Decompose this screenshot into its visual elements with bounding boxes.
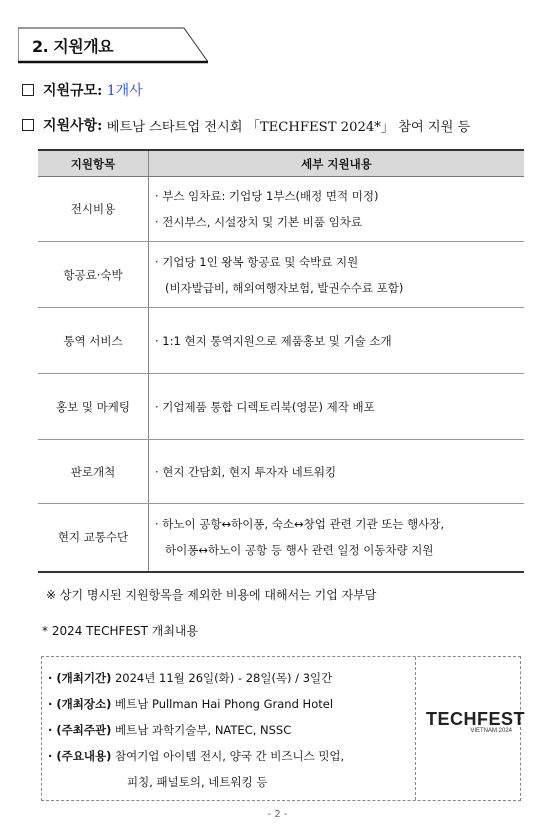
detail-line: 하이퐁↔하노이 공항 등 행사 관련 일정 이동차량 지원 — [165, 543, 434, 558]
table-row — [38, 242, 524, 308]
event-box-divider — [415, 657, 416, 800]
section-title: 2. 지원개요 — [32, 37, 114, 56]
techfest-logo-main: TECHFEST — [426, 709, 526, 729]
detail-line: · 전시부스, 시설장치 및 기본 비품 임차료 — [155, 215, 362, 229]
event-content-label: · (주요내용) — [48, 749, 112, 763]
event-venue-label: · (개최장소) — [48, 697, 112, 711]
event-host-label: · (주최주관) — [48, 723, 112, 737]
detail-line: · 1:1 현지 통역지원으로 제품홍보 및 기술 소개 — [155, 333, 392, 348]
table-header-row — [38, 150, 524, 177]
section-heading — [18, 26, 208, 64]
detail-line: · 기업제품 통합 디렉토리북(영문) 제작 배포 — [155, 399, 375, 414]
support-scale-value: 1개사 — [106, 83, 143, 99]
event-title: * 2024 TECHFEST 개최내용 — [42, 624, 199, 638]
row-detail — [149, 374, 525, 440]
row-item: 항공료·숙박 — [38, 242, 149, 308]
detail-line: · 현지 간담회, 현지 투자자 네트워킹 — [155, 464, 337, 479]
row-item: 판로개척 — [38, 440, 149, 504]
checkbox-square-icon — [22, 119, 34, 131]
support-scale-line — [22, 80, 143, 100]
event-content — [48, 743, 344, 769]
event-content-value: 참여기업 아이템 전시, 양국 간 비즈니스 밋업, — [114, 749, 345, 763]
support-items-label: 지원사항: — [43, 118, 103, 134]
table-row — [38, 504, 524, 572]
event-venue — [48, 691, 344, 717]
event-details — [48, 665, 344, 795]
row-detail — [149, 242, 525, 308]
detail-line: · 기업당 1인 왕복 항공료 및 숙박료 지원 — [155, 254, 359, 269]
row-item: 통역 서비스 — [38, 308, 149, 374]
event-content-continued — [48, 769, 344, 795]
header-detail: 세부 지원내용 — [149, 150, 525, 177]
event-period-label: · (개최기간) — [48, 671, 112, 685]
table-row — [38, 440, 524, 504]
checkbox-square-icon — [22, 84, 34, 96]
event-period-value: 2024년 11월 26일(화) - 28일(목) / 3일간 — [114, 671, 333, 685]
event-content-value-2: 피칭, 패널토의, 네트워킹 등 — [127, 775, 268, 789]
event-host — [48, 717, 344, 743]
event-venue-value: 베트남 Pullman Hai Phong Grand Hotel — [114, 697, 334, 711]
row-item: 현지 교통수단 — [38, 504, 149, 572]
row-item: 전시비용 — [38, 177, 149, 242]
detail-line: · 부스 임차료: 기업당 1부스(배정 면적 미정) — [155, 189, 379, 203]
row-detail — [149, 308, 525, 374]
event-host-value: 베트남 과학기술부, NATEC, NSSC — [114, 723, 292, 737]
row-detail — [149, 177, 525, 242]
support-items-value: 베트남 스타트업 전시회 「TECHFEST 2024*」 참여 지원 등 — [106, 119, 471, 135]
detail-line: · 하노이 공항↔하이퐁, 숙소↔창업 관련 기관 또는 행사장, — [155, 517, 445, 532]
cost-note: ※ 상기 명시된 지원항목을 제외한 비용에 대해서는 기업 자부담 — [46, 588, 377, 602]
detail-line: (비자발급비, 해외여행자보험, 발권수수료 포함) — [165, 280, 404, 295]
event-info-box — [41, 656, 526, 801]
header-item: 지원항목 — [38, 150, 149, 177]
table-row — [38, 177, 524, 242]
support-table — [38, 149, 524, 573]
row-item: 홍보 및 마케팅 — [38, 374, 149, 440]
page-number: - 2 - — [267, 809, 288, 820]
table-row — [38, 308, 524, 374]
techfest-logo-sub: VIETNAM 2024 — [470, 728, 512, 734]
row-detail — [149, 504, 525, 572]
table-row — [38, 374, 524, 440]
techfest-logo — [426, 709, 526, 734]
row-detail — [149, 440, 525, 504]
support-scale-label: 지원규모: — [43, 83, 103, 99]
support-items-line — [22, 115, 470, 135]
event-period — [48, 665, 344, 691]
